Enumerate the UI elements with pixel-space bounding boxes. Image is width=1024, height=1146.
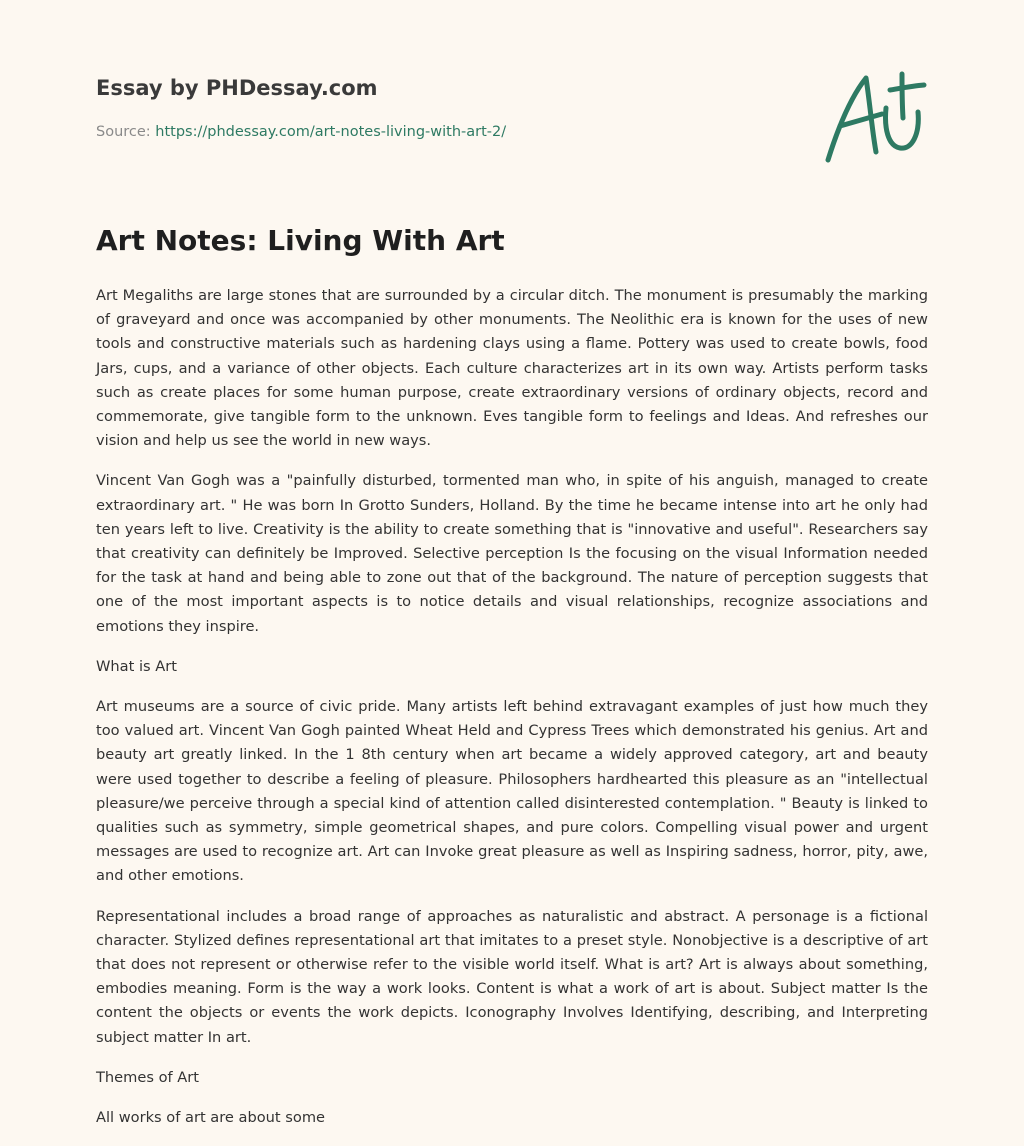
essay-paragraph-4: Representational includes a broad range of approaches as naturalistic and abstract. A personage is a fictional character. Stylized defines representational art that imitates to a preset style. Nonobjective is a descriptive of art that does not represent or otherwise refer to the visible world itself. What is art? Art is always about something, embodies meaning. Form is the way a work looks. Content is what a work of art is about. Subject matter Is the content the objects or events the work depicts. Iconography Involves Identifying, describing, and Interpreting subject matter In art. [96, 907, 928, 1046]
section-heading-what-is-art: What is Art [96, 657, 177, 675]
source-link[interactable]: https://phdessay.com/art-notes-living-with-art-2/ [155, 124, 507, 140]
source-line [96, 124, 506, 140]
a-plus-grade-icon [824, 68, 928, 166]
essay-body [96, 284, 928, 1146]
section-heading-themes-of-art: Themes of Art [96, 1068, 199, 1086]
essay-paragraph-2: Vincent Van Gogh was a "painfully disturbed, tormented man who, in spite of his anguish, managed to create extraordinary art. " He was born In Grotto Sunders, Holland. By the time he became intense into art he only had ten years left to live. Creativity is the ability to create something that is "innovative and useful". Researchers say that creativity can definitely be Improved. Selective perception Is the focusing on the visual Information needed for the task at hand and being able to zone out that of the background. The nature of perception suggests that one of the most important aspects is to notice details and visual relationships, recognize associations and emotions they inspire. [96, 472, 928, 635]
essay-paragraph-1: Art Megaliths are large stones that are surrounded by a circular ditch. The monument is presumably the marking of graveyard and once was accompanied by other monuments. The Neolithic era is known for the uses of new tools and constructive materials such as hardening clays using a flame. Pottery was used to create bowls, food Jars, cups, and a variance of other objects. Each culture characterizes art in its own way. Artists perform tasks such as create places for some human purpose, create extraordinary versions of ordinary objects, record and commemorate, give tangible form to the unknown. Eves tangible form to feelings and Ideas. And refreshes our vision and help us see the world in new ways. [96, 287, 928, 450]
source-label: Source: [96, 124, 151, 140]
essay-paragraph-5: All works of art are about some [96, 1109, 326, 1127]
essay-title: Art Notes: Living With Art [96, 224, 505, 257]
essay-paragraph-3: Art museums are a source of civic pride. Many artists left behind extravagant examples of just how much they too valued art. Vincent Van Gogh painted Wheat Held and Cypress Trees which demonstrated his genius. Art and beauty art greatly linked. In the 1 8th century when art became a widely approved category, art and beauty were used together to describe a feeling of pleasure. Philosophers hardhearted this pleasure as an "intellectual pleasure/we perceive through a special kind of attention called disinterested contemplation. " Beauty is linked to qualities such as symmetry, simple geometrical shapes, and pure colors. Compelling visual power and urgent messages are used to recognize art. Art can Invoke great pleasure as well as Inspiring sadness, horror, pity, awe, and other emotions. [96, 698, 928, 885]
site-brand: Essay by PHDessay.com [96, 76, 378, 100]
